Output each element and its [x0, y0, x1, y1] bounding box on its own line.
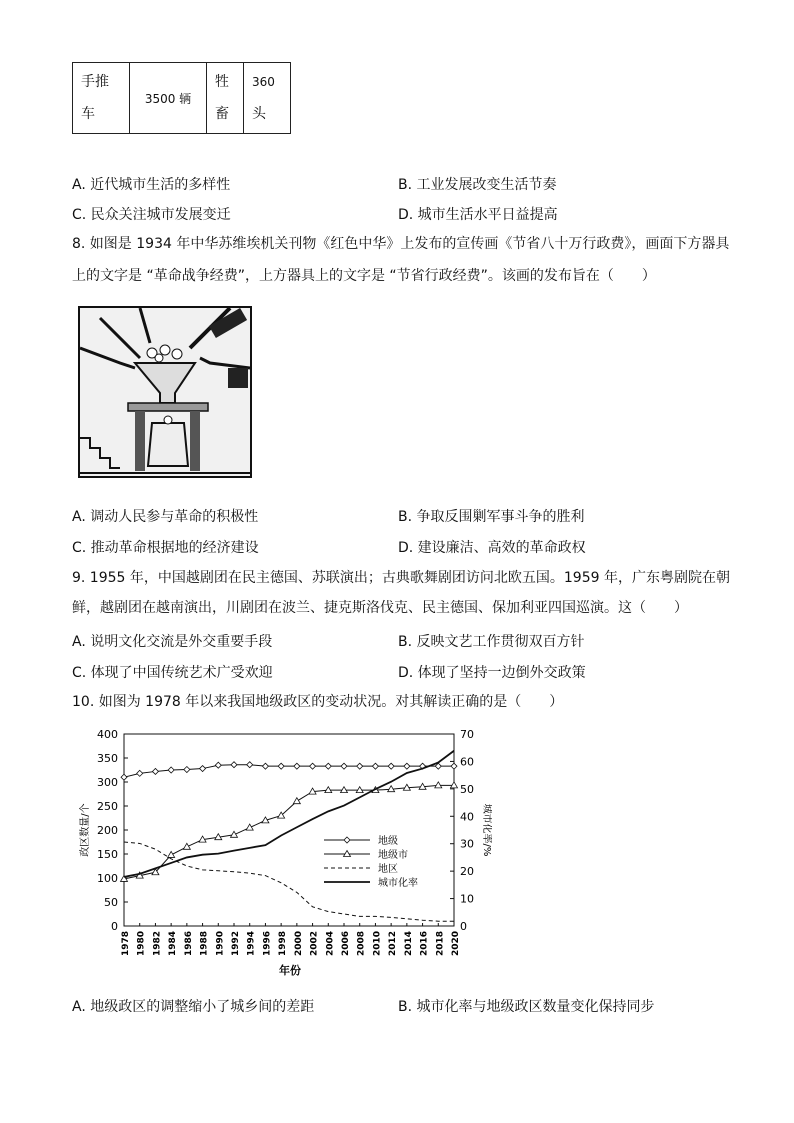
x-tick-label: 1992 — [231, 930, 241, 956]
q7-option-d[interactable]: D. 城市生活水平日益提高 — [398, 207, 558, 223]
series-point-triangle — [168, 851, 175, 857]
cell-text: 牲 — [215, 74, 229, 90]
series-point-diamond — [325, 763, 331, 769]
y-axis-label: 政区数量/个 — [80, 803, 91, 857]
y2-axis-label: 城市化率/% — [481, 803, 492, 857]
q10-option-a[interactable]: A. 地级政区的调整缩小了城乡间的差距 — [72, 999, 315, 1015]
y-tick-label: 0 — [111, 920, 118, 933]
x-tick-label: 1980 — [136, 930, 147, 956]
x-tick-label: 1978 — [121, 930, 131, 956]
series-point-diamond — [404, 763, 410, 769]
x-tick-label: 2000 — [293, 930, 304, 956]
y-tick-label: 300 — [97, 776, 118, 789]
x-tick-label: 2006 — [341, 930, 351, 956]
legend-label: 地级市 — [378, 850, 408, 861]
series-point-diamond — [184, 767, 190, 773]
x-tick-label: 1988 — [199, 930, 210, 956]
series-point-diamond — [451, 763, 457, 769]
legend-label: 城市化率 — [378, 878, 418, 889]
legend-marker — [344, 837, 350, 843]
x-tick-label: 1982 — [152, 930, 163, 956]
y2-tick-label: 70 — [460, 728, 474, 741]
x-tick-label: 1984 — [168, 930, 179, 956]
x-tick-label: 1996 — [262, 930, 273, 956]
x-tick-label: 2002 — [309, 930, 320, 956]
q9-option-d[interactable]: D. 体现了坚持一边倒外交政策 — [398, 665, 586, 681]
x-tick-label: 2008 — [356, 930, 367, 956]
cell-text: 畜 — [215, 106, 229, 122]
q8-option-a[interactable]: A. 调动人民参与革命的积极性 — [72, 509, 259, 525]
q8-stem-line2: 上的文字是 “革命战争经费”，上方器具上的文字是 “节省行政经费”。该画的发布旨在（ ） — [72, 268, 656, 284]
propaganda-illustration — [78, 306, 252, 478]
series-point-diamond — [168, 767, 174, 773]
q9-option-a[interactable]: A. 说明文化交流是外交重要手段 — [72, 634, 273, 650]
y-tick-label: 250 — [97, 800, 118, 813]
q9-option-b[interactable]: B. 反映文艺工作贯彻双百方针 — [398, 634, 585, 650]
q10-stem: 10. 如图为 1978 年以来我国地级政区的变动状况。对其解读正确的是（ ） — [72, 694, 564, 710]
illustration-sketch — [80, 308, 250, 476]
q7-option-c[interactable]: C. 民众关注城市发展变迁 — [72, 207, 231, 223]
series-point-diamond — [372, 763, 378, 769]
series-point-triangle — [451, 782, 458, 788]
q9-option-c[interactable]: C. 体现了中国传统艺术广受欢迎 — [72, 665, 273, 681]
y-tick-label: 200 — [97, 824, 118, 837]
q8-stem-line1: 8. 如图是 1934 年中华苏维埃机关刊物《红色中华》上发布的宣传画《节省八十万行政费》，画面下方器具 — [72, 236, 730, 252]
y-tick-label: 150 — [97, 848, 118, 861]
series-point-diamond — [215, 762, 221, 768]
x-tick-label: 2010 — [372, 930, 383, 956]
y-tick-label: 50 — [104, 896, 118, 909]
table-cell-cart-count — [130, 63, 207, 134]
y2-tick-label: 10 — [460, 892, 474, 906]
x-tick-label: 2004 — [325, 930, 336, 956]
q9-stem-line2: 鲜，越剧团在越南演出，川剧团在波兰、捷克斯洛伐克、民主德国、保加利亚四国巡演。这（ ） — [72, 600, 688, 616]
q7-option-a[interactable]: A. 近代城市生活的多样性 — [72, 177, 231, 193]
plot-frame — [124, 734, 454, 926]
y2-tick-label: 0 — [460, 920, 467, 933]
legend-label: 地区 — [378, 864, 398, 875]
y-tick-label: 400 — [97, 728, 118, 741]
series-point-diamond — [152, 768, 158, 774]
data-table — [72, 62, 291, 134]
cell-text: 头 — [252, 106, 266, 122]
series-point-diamond — [310, 763, 316, 769]
series-point-triangle — [231, 831, 238, 837]
q8-option-c[interactable]: C. 推动革命根据地的经济建设 — [72, 540, 259, 556]
series-point-diamond — [341, 763, 347, 769]
y2-tick-label: 50 — [460, 782, 474, 796]
x-axis-label: 年份 — [279, 964, 301, 977]
legend-label: 地级 — [378, 836, 398, 847]
y2-tick-label: 40 — [460, 810, 474, 824]
table-cell-livestock — [207, 63, 244, 134]
series-point-diamond — [247, 762, 253, 768]
series-point-triangle — [183, 843, 190, 849]
series-point-diamond — [262, 763, 268, 769]
series-point-diamond — [231, 762, 237, 768]
y2-tick-label: 30 — [460, 837, 474, 851]
x-tick-label: 1994 — [246, 930, 257, 956]
q8-option-d[interactable]: D. 建设廉洁、高效的革命政权 — [398, 540, 586, 556]
x-tick-label: 2020 — [451, 930, 461, 956]
x-tick-label: 2016 — [419, 930, 430, 956]
series-point-triangle — [293, 798, 300, 804]
series-point-triangle — [246, 824, 253, 830]
table-cell-cart — [73, 63, 130, 134]
cell-text: 3500 辆 — [144, 91, 192, 106]
admin-division-chart — [72, 722, 492, 980]
series-point-triangle — [435, 782, 442, 788]
y-tick-label: 100 — [97, 872, 118, 885]
cell-text: 360 — [252, 75, 275, 89]
y2-tick-label: 20 — [460, 865, 474, 879]
series-point-diamond — [121, 774, 127, 780]
y2-tick-label: 60 — [460, 755, 474, 769]
series-point-diamond — [294, 763, 300, 769]
table-cell-livestock-count — [244, 63, 291, 134]
q8-option-b[interactable]: B. 争取反围剿军事斗争的胜利 — [398, 509, 585, 525]
x-tick-label: 2018 — [435, 930, 446, 956]
cell-text: 车 — [81, 106, 95, 122]
q10-option-b[interactable]: B. 城市化率与地级政区数量变化保持同步 — [398, 999, 655, 1015]
series-point-diamond — [200, 766, 206, 772]
x-tick-label: 1986 — [183, 930, 194, 956]
cell-text: 手推 — [81, 74, 109, 90]
series-point-diamond — [278, 763, 284, 769]
x-tick-label: 2014 — [403, 930, 414, 956]
x-tick-label: 1998 — [278, 930, 289, 956]
q7-option-b[interactable]: B. 工业发展改变生活节奏 — [398, 177, 557, 193]
series-point-diamond — [388, 763, 394, 769]
q9-stem-line1: 9. 1955 年，中国越剧团在民主德国、苏联演出；古典歌舞剧团访问北欧五国。1959 年，广东粤剧院在朝 — [72, 570, 730, 586]
series-point-diamond — [357, 763, 363, 769]
x-tick-label: 2012 — [388, 930, 399, 956]
x-tick-label: 1990 — [215, 930, 226, 956]
y-tick-label: 350 — [97, 752, 118, 765]
series-point-diamond — [137, 770, 143, 776]
